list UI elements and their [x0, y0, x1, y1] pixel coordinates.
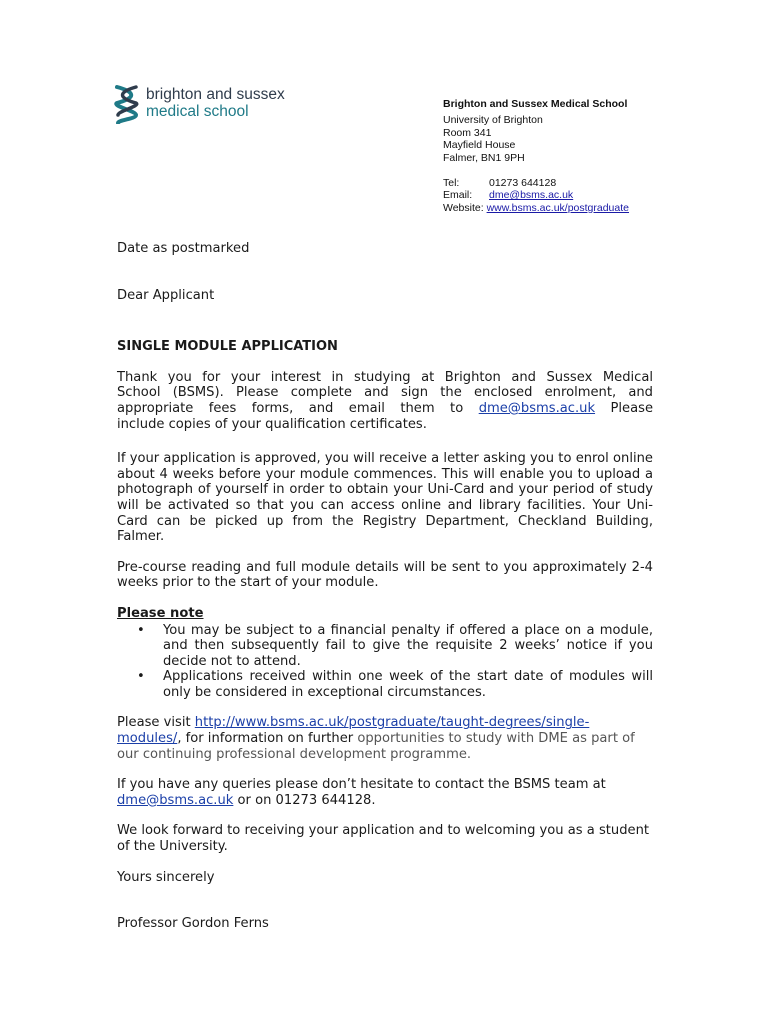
bullet-icon: •: [137, 622, 145, 638]
p1-email-link[interactable]: dme@bsms.ac.uk: [478, 400, 596, 416]
list-item: [117, 623, 653, 670]
tel-label: Tel:: [443, 177, 460, 190]
please-note-heading: Please note: [117, 605, 204, 621]
bullet-text: You may be subject to a financial penalty if offered a place on a module, and then subsequently fail to give the requisite 2 weeks’ notice if you decide not to attend.: [163, 622, 653, 669]
address-line: Mayfield House: [443, 139, 516, 152]
logo-line-2: medical school: [146, 103, 249, 120]
logo-line-1: brighton and sussex: [146, 86, 285, 103]
p1-text: Please: [610, 400, 654, 416]
email-link[interactable]: dme@bsms.ac.uk: [489, 189, 574, 202]
paragraph-2: If your application is approved, you will receive a letter asking you to enrol online about 4 weeks before your module commences. This will enable you to upload a photograph of yourself in order to obtain your Uni-Card and your period of study will be activated so that you can access online and library facilities. Your Uni-Card can be picked up from the Registry Department, Checkland Building, Falmer.: [117, 451, 653, 545]
bullet-icon: •: [137, 669, 145, 685]
list-item: [117, 669, 653, 700]
salutation: Dear Applicant: [117, 287, 215, 303]
email-row: [443, 189, 629, 201]
paragraph-1-line-3: [117, 401, 653, 417]
paragraph-3: Pre-course reading and full module details will be sent to you approximately 2-4 weeks prior to the start of your module.: [117, 559, 653, 591]
url-part-1: http://www.bsms.ac.uk/postgraduate/taught-degrees/single-: [194, 715, 590, 731]
tel-row: [443, 177, 629, 189]
paragraph-1-line-4: include copies of your qualification certificates.: [117, 416, 427, 432]
dna-helix-icon: [114, 84, 140, 124]
tel-value: 01273 644128: [489, 177, 557, 190]
email-label: Email:: [443, 189, 473, 202]
queries-email-link[interactable]: dme@bsms.ac.uk: [117, 792, 234, 808]
queries-text: or on 01273 644128.: [233, 792, 376, 808]
website-link[interactable]: www.bsms.ac.uk/postgraduate: [486, 201, 629, 214]
url-part-2: modules/: [117, 731, 178, 747]
p1-text: appropriate fees forms, and email them to: [117, 400, 464, 416]
paragraph-visit: [117, 715, 653, 762]
visit-text: Please visit: [117, 715, 195, 731]
note-list: [117, 623, 653, 701]
closing: Yours sincerely: [117, 869, 215, 885]
queries-text: If you have any queries please don’t hesitate to contact the BSMS team at: [117, 777, 606, 793]
letter-heading: SINGLE MODULE APPLICATION: [117, 339, 338, 355]
website-row: [443, 202, 629, 214]
paragraph-queries: [117, 777, 653, 808]
letter-body: [117, 241, 653, 932]
address-block: [443, 98, 629, 214]
paragraph-1-line-1: Thank you for your interest in studying at Brighton and Sussex Medical: [117, 369, 653, 385]
bsms-logo: [114, 84, 314, 126]
school-name: Brighton and Sussex Medical School: [443, 98, 628, 110]
paragraph-forward: We look forward to receiving your application and to welcoming you as a student of the University.: [117, 823, 650, 855]
address-line: University of Brighton: [443, 114, 543, 127]
address-line: Room 341: [443, 126, 492, 139]
address-line: Falmer, BN1 9PH: [443, 151, 525, 164]
visit-text: , for information on further: [177, 731, 358, 747]
website-label: Website:: [443, 201, 484, 214]
bullet-text: Applications received within one week of the start date of modules will only be considered in exceptional circumstances.: [163, 669, 653, 700]
paragraph-1-line-2: School (BSMS). Please complete and sign the enclosed enrolment, and: [117, 385, 653, 401]
signatory: Professor Gordon Ferns: [117, 916, 269, 932]
visit-grey-text: opportunities to study with DME as part of our continuing professional development programme.: [117, 731, 635, 762]
date-line: Date as postmarked: [117, 241, 250, 256]
